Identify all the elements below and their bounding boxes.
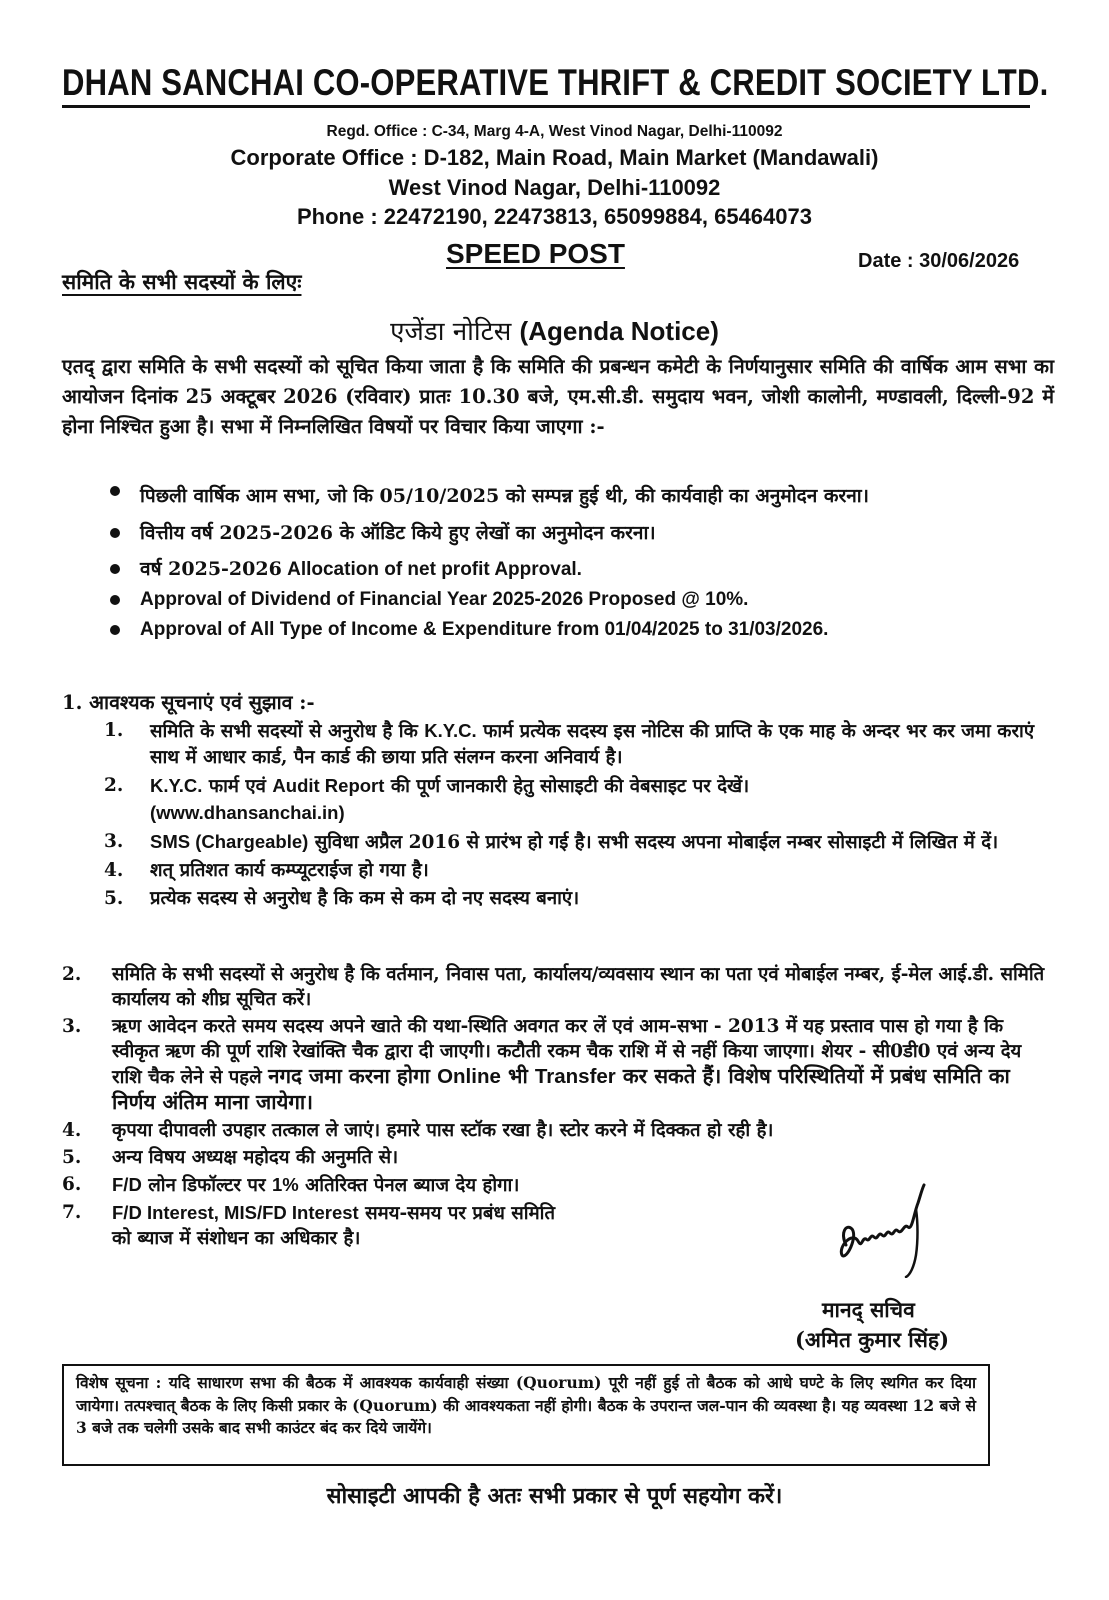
agenda-title-english: (Agenda Notice) <box>519 316 719 346</box>
list-item: 5. अन्य विषय अध्यक्ष महोदय की अनुमति से। <box>62 1147 399 1168</box>
website-link[interactable]: (www.dhansanchai.in) <box>150 802 345 823</box>
society-name: DHAN SANCHAI CO-OPERATIVE THRIFT & CREDIT SOCIETY LTD. <box>62 62 1049 103</box>
list-item: 6. F/D लोन डिफॉल्टर पर 1% अतिरिक्त पेनल ब्याज देय होगा। <box>62 1174 520 1196</box>
bullet-dot-icon <box>110 595 120 605</box>
agenda-title <box>0 312 1109 348</box>
important-notes-heading: 1. आवश्यक सूचनाएं एवं सुझाव :- <box>62 691 315 714</box>
addressee: समिति के सभी सदस्यों के लिएः <box>62 269 302 294</box>
list-item: वित्तीय वर्ष 2025-2026 के ऑडिट किये हुए लेखों का अनुमोदन करना। <box>110 520 1060 546</box>
list-item: 4. शत् प्रतिशत कार्य कम्प्यूटराईज हो गया है। <box>104 860 429 881</box>
list-item: Approval of Dividend of Financial Year 2025-2026 Proposed @ 10%. <box>110 587 1060 613</box>
intro-paragraph: एतद् द्वारा समिति के सभी सदस्यों को सूचित किया जाता है कि समिति की प्रबन्धन कमेटी के निर्णयानुसार समिति की वार्षिक आम सभा का आयोजन दिनांक 25 अक्टूबर 2026 (रविवार) प्रातः 10.30 बजे, एम.सी.डी. समुदाय भवन, जोशी कालोनी, मण्डावली, दिल्ली-92 में होना निश्चित हुआ है। सभा में निम्नलिखित विषयों पर विचार किया जाएगा :- <box>62 355 1054 438</box>
list-item: Approval of All Type of Income & Expenditure from 01/04/2025 to 31/03/2026. <box>110 617 1060 643</box>
speed-post-label: SPEED POST <box>446 238 625 269</box>
corporate-office-line2: West Vinod Nagar, Delhi-110092 <box>388 175 721 200</box>
special-notice-box: विशेष सूचना : यदि साधारण सभा की बैठक में आवश्यक कार्यवाही संख्या (Quorum) पूरी नहीं हुई तो बैठक को आधे घण्टे के लिए स्थगित कर दिया जायेगा। तत्पश्चात् बैठक के लिए किसी प्रकार के (Quorum) की आवश्यकता नहीं होगी। बैठक के उपरान्त जल-पान की व्यवस्था है। यह व्यवस्था 12 बजे से 3 बजे तक चलेगी उसके बाद सभी काउंटर बंद कर दिये जायेंगे। <box>62 1364 990 1466</box>
phone-numbers: Phone : 22472190, 22473813, 65099884, 65464073 <box>297 204 812 229</box>
bullet-dot-icon <box>110 528 120 538</box>
bullet-dot-icon <box>110 564 120 574</box>
list-item: 2. समिति के सभी सदस्यों से अनुरोध है कि वर्तमान, निवास पता, कार्यालय/व्यवसाय स्थान का पता एवं मोबाईल नम्बर, ई-मेल आई.डी. समिति कार्यालय को शीघ्र सूचित करें। <box>62 964 1045 1010</box>
regd-office: Regd. Office : C-34, Marg 4-A, West Vinod Nagar, Delhi-110092 <box>326 123 783 140</box>
agenda-list <box>110 478 1060 647</box>
list-item: 2. K.Y.C. फार्म एवं Audit Report की पूर्ण जानकारी हेतु सोसाइटी की वेबसाइट पर देखें। (www.dhansanchai.in) <box>104 775 750 823</box>
list-item: 3. ऋण आवेदन करते समय सदस्य अपने खाते की यथा-स्थिति अवगत कर लें एवं आम-सभा - 2013 में यह प्रस्ताव पास हो गया है कि स्वीकृत ऋण की पूर्ण राशि रेखांक्ति चैक द्वारा दी जाएगी। कटौती रकम चैक राशि में से नहीं किया जाएगा। शेयर - सी0डी0 एवं अन्य देय राशि चैक लेने से पहले नगद जमा करना होगा Online भी Transfer कर सकते हैं। विशेष परिस्थितियों में प्रबंध समिति का निर्णय अंतिम माना जायेगा। <box>62 1016 1022 1114</box>
signatory-name: (अमित कुमार सिंह) <box>795 1327 950 1352</box>
list-item: 1. समिति के सभी सदस्यों से अनुरोध है कि K.Y.C. फार्म प्रत्येक सदस्य इस नोटिस की प्राप्ति के एक माह के अन्दर भर कर जमा कराएं साथ में आधार कार्ड, पैन कार्ड की छाया प्रति संलग्न करना अनिवार्य है। <box>104 720 1035 768</box>
list-item: 4. कृपया दीपावली उपहार तत्काल ले जाएं। हमारे पास स्टॉक रखा है। स्टोर करने में दिक्कत हो रही है। <box>62 1120 774 1141</box>
corporate-office-line1: Corporate Office : D-182, Main Road, Main Market (Mandawali) <box>230 145 879 170</box>
list-item: पिछली वार्षिक आम सभा, जो कि 05/10/2025 को सम्पन्न हुई थी, की कार्यवाही का अनुमोदन करना। <box>110 478 1060 514</box>
bullet-dot-icon <box>110 486 120 496</box>
signatory-designation: मानद् सचिव <box>822 1297 915 1322</box>
important-notes-list <box>104 718 1050 914</box>
notice-date: Date : 30/06/2026 <box>858 250 1020 272</box>
list-item: 5. प्रत्येक सदस्य से अनुरोध है कि कम से कम दो नए सदस्य बनाएं। <box>104 888 580 909</box>
list-item: 3. SMS (Chargeable) सुविधा अप्रैल 2016 से प्रारंभ हो गई है। सभी सदस्य अपना मोबाईल नम्बर सोसाइटी में लिखित में दें। <box>104 831 999 853</box>
title-underline <box>62 105 1030 108</box>
list-item: वर्ष 2025-2026 Allocation of net profit Approval. <box>110 556 1060 583</box>
list-item: 7. F/D Interest, MIS/FD Interest समय-समय पर प्रबंध समिति को ब्याज में संशोधन का अधिकार है। <box>62 1202 555 1249</box>
signature-image <box>832 1183 942 1278</box>
footer-slogan: सोसाइटी आपकी है अतः सभी प्रकार से पूर्ण सहयोग करें। <box>326 1483 783 1509</box>
agenda-title-hindi: एजेंडा नोटिस <box>390 317 512 347</box>
bullet-dot-icon <box>110 625 120 635</box>
